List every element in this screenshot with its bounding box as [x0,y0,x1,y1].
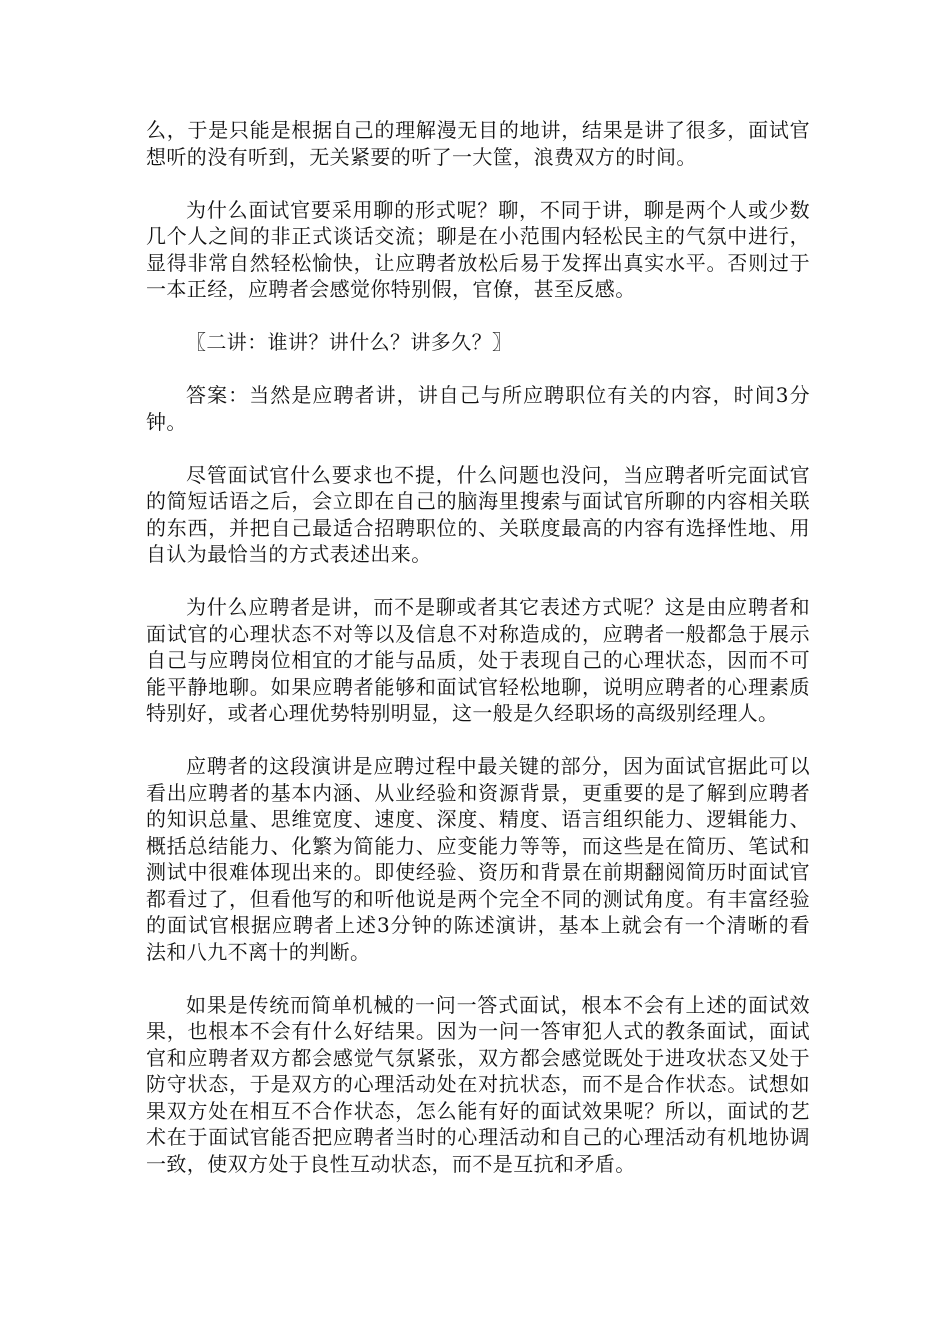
paragraph-traditional-interview: 如果是传统而简单机械的一问一答式面试，根本不会有上述的面试效果，也根本不会有什么好结果。因为一问一答审犯人式的教条面试，面试官和应聘者双方都会感觉气氛紧张，双方都会感觉既处于进攻状态又处于防守状态，于是双方的心理活动处在对抗状态，而不是合作状态。试想如果双方处在相互不合作状态，怎么能有好的面试效果呢？所以，面试的艺术在于面试官能否把应聘者当时的心理活动和自己的心理活动有机地协调一致，使双方处于良性互动状态，而不是互抗和矛盾。 [146,992,810,1176]
paragraph-key-part: 应聘者的这段演讲是应聘过程中最关键的部分，因为面试官据此可以看出应聘者的基本内涵、从业经验和资源背景，更重要的是了解到应聘者的知识总量、思维宽度、速度、深度、精度、语言组织能力、逻辑能力、概括总结能力、化繁为简能力、应变能力等等，而这些是在简历、笔试和测试中很难体现出来的。即使经验、资历和背景在前期翻阅简历时面试官都看过了，但看他写的和听他说是两个完全不同的测试角度。有丰富经验的面试官根据应聘者上述3分钟的陈述演讲，基本上就会有一个清晰的看法和八九不离十的判断。 [146,754,810,964]
paragraph-why-chat: 为什么面试官要采用聊的形式呢？聊，不同于讲，聊是两个人或少数几个人之间的非正式谈话交流；聊是在小范围内轻松民主的气氛中进行，显得非常自然轻松愉快，让应聘者放松后易于发挥出真实水平。否则过于一本正经，应聘者会感觉你特别假，官僚，甚至反感。 [146,197,810,301]
paragraph-continuation: 么，于是只能是根据自己的理解漫无目的地讲，结果是讲了很多，面试官想听的没有听到，无关紧要的听了一大筐，浪费双方的时间。 [146,118,810,169]
paragraph-answer: 答案：当然是应聘者讲，讲自己与所应聘职位有关的内容，时间3分钟。 [146,383,810,434]
document-page [146,117,810,1204]
paragraph-candidate-search: 尽管面试官什么要求也不提，什么问题也没问，当应聘者听完面试官的简短话语之后，会立即在自己的脑海里搜索与面试官所聊的内容相关联的东西，并把自己最适合招聘职位的、关联度最高的内容有选择性地、用自认为最恰当的方式表述出来。 [146,462,810,566]
section-heading-talk: 〖二讲：谁讲？讲什么？讲多久？〗 [186,330,513,354]
paragraph-why-talk: 为什么应聘者是讲，而不是聊或者其它表述方式呢？这是由应聘者和面试官的心理状态不对等以及信息不对称造成的，应聘者一般都急于展示自己与应聘岗位相宜的才能与品质，处于表现自己的心理状态，因而不可能平静地聊。如果应聘者能够和面试官轻松地聊，说明应聘者的心理素质特别好，或者心理优势特别明显，这一般是久经职场的高级别经理人。 [146,595,810,725]
